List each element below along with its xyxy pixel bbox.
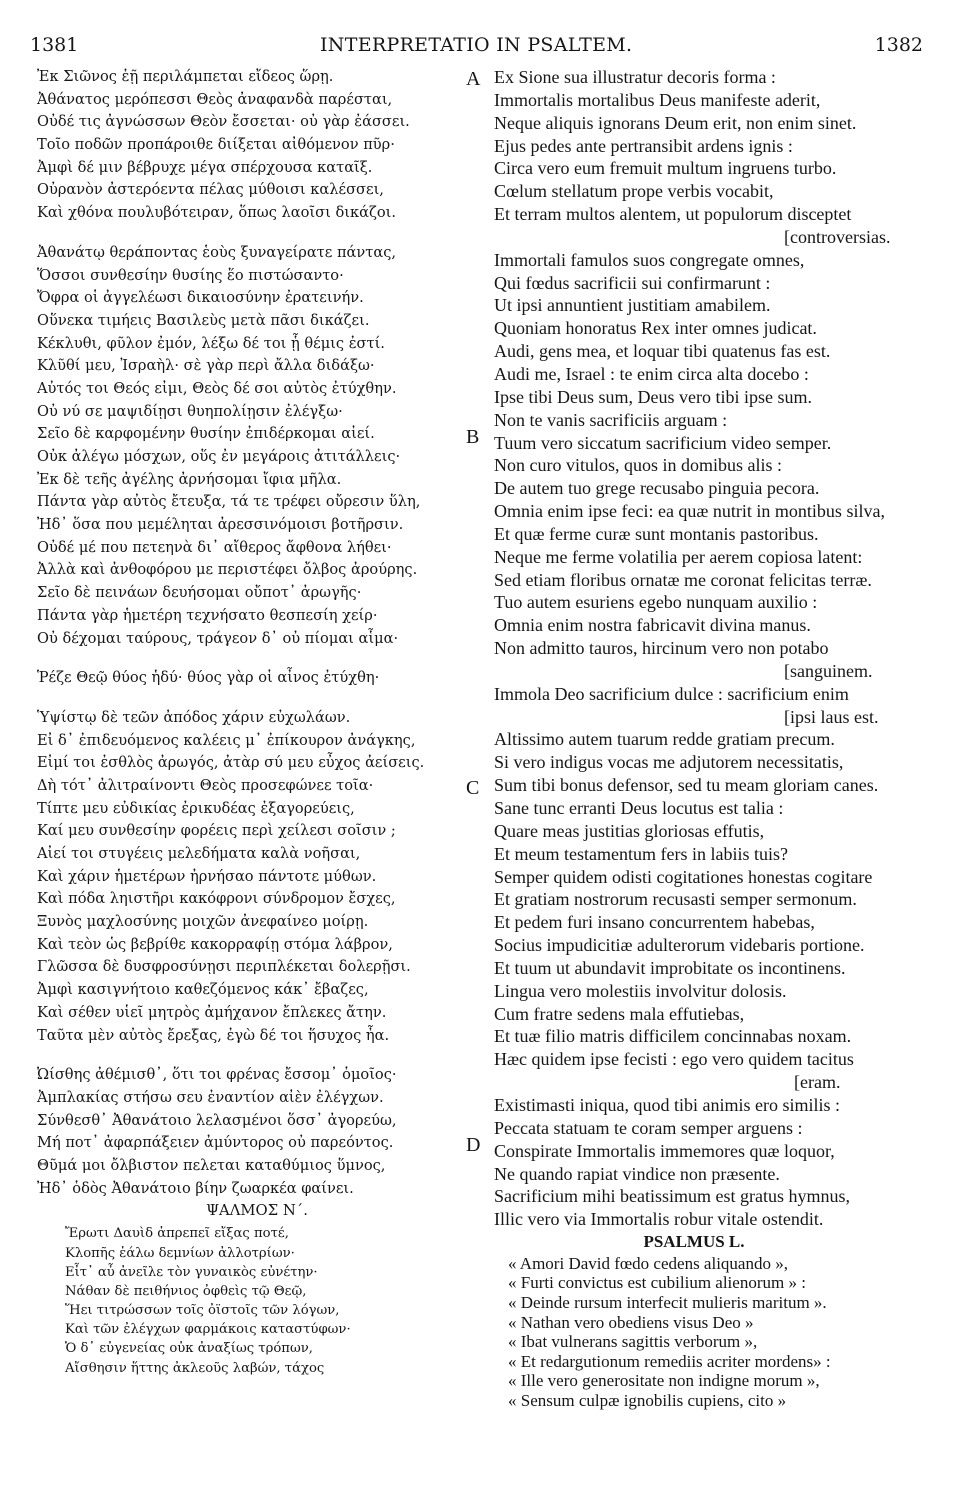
greek-verse-line: Θῦμά μοι ὄλβιστον πελεται καταθύμιος ὕμνος, (37, 1156, 386, 1174)
latin-verse-line: Qui fœdus sacrificii sui confirmarunt : (494, 272, 771, 293)
greek-psalm-line: Κλοπῆς ἑάλω δεμνίων ἀλλοτρίων· (65, 1245, 295, 1261)
greek-verse-line: Καί μευ συνθεσίην φορέεις περὶ χείλεσι σοῖσιν ; (37, 822, 396, 840)
latin-verse-line: Et quæ ferme curæ sunt montanis pastoribus. (494, 523, 819, 544)
greek-verse-line: Ἀμφὶ κασιγνήτοιο καθεζόμενος κάκ᾽ ἔβαζες, (37, 981, 369, 999)
latin-verse-line: Audi me, Israel : te enim circa alta docebo : (494, 363, 809, 384)
latin-verse-line: Hæc quidem ipse fecisti : ego vero quidem tacitus (494, 1049, 854, 1070)
greek-verse-line: Τίπτε μευ εὐδικίας ἐρικυδέας ἐξαγορεύεις, (37, 799, 355, 817)
latin-verse-line: Sane tunc erranti Deus locutus est talia : (494, 798, 784, 818)
latin-psalm-line: « Deinde rursum interfecit mulieris maritum ». (508, 1293, 827, 1313)
page-header (0, 0, 957, 60)
latin-psalm-line: « Furti convictus est cubilium alienorum » : (508, 1273, 806, 1293)
latin-verse-continuation: [sanguinem. (784, 660, 873, 681)
greek-verse-line: Οὕνεκα τιμήεις Βασιλεὺς μετὰ πᾶσι δικάζει. (37, 311, 370, 329)
latin-verse-line: Et tuæ filio matris difficilem concinnabas noxam. (494, 1026, 852, 1047)
latin-verse-line: Immola Deo sacrificium dulce : sacrificium enim (494, 683, 849, 704)
greek-verse-line: Αὐτός τοι Θεός εἰμι, Θεὸς δέ σοι αὐτὸς ἐτύχθην. (37, 379, 397, 397)
greek-verse-line: Σεῖο δὲ καρφομένην θυσίην ἐπιδέρκομαι αἰεί. (37, 425, 375, 443)
greek-verse-line: Καὶ χθόνα πουλυβότειραν, ὅπως λαοῖσι δικάζοι. (37, 204, 397, 222)
greek-verse-line: Οὐ δέχομαι ταύρους, τράγεον δ᾽ οὐ πίομαι αἷμα· (37, 629, 399, 647)
greek-verse-line: Εἰ δ᾽ ἐπιδευόμενος καλέεις μ᾽ ἐπίκουρον ἀνάγκης, (37, 731, 416, 749)
latin-verse-line: Circa vero eum fremuit multum ingruens turbo. (494, 158, 837, 179)
margin-marker-d: D (466, 1134, 481, 1156)
greek-verse-line: Καὶ σέθεν υἱεῖ μητρὸς ἀμήχανον ἔπλεκες ἄτην. (37, 1003, 387, 1021)
greek-verse-line: Ἠδ᾽ ὅσα που μεμέληται ἀρεσσινόμοισι βοτῆρσιν. (37, 516, 404, 534)
greek-verse-line: Οὐδέ μέ που πετεηνὰ δι᾽ αἴθερος ἄφθονα λήθει· (37, 538, 392, 556)
greek-verse-line: Εἰμί τοι ἐσθλὸς ἀρωγός, ἀτὰρ σύ μευ εὖχος ἀείσεις. (37, 754, 425, 772)
latin-verse-line: Cum fratre sedens mala effutiebas, (494, 1003, 745, 1024)
greek-verse-line: Αἰεί τοι στυγέεις μελεδήματα καλὰ νοῆσαι, (37, 845, 361, 862)
latin-verse-line: Neque me ferme volatilia per aerem copiosa latent: (494, 546, 863, 567)
greek-verse-line: Κλῦθί μευ, Ἰσραὴλ· σὲ γὰρ περὶ ἄλλα διδάξω· (37, 357, 375, 375)
latin-verse-continuation: [controversias. (784, 226, 891, 247)
latin-verse-line: Quoniam honoratus Rex inter omnes judicat. (494, 318, 817, 339)
greek-verse-line: Καὶ πόδα ληιστῆρι κακόφρονι σύνδρομον ἔσχες, (37, 890, 396, 908)
greek-verse-line: Ὄφρα οἱ ἀγγελέωσι δικαιοσύνην ἐρατεινήν. (37, 289, 364, 307)
greek-verse-line: Ὑψίστῳ δὲ τεῶν ἀπόδος χάριν εὐχωλάων. (37, 708, 351, 726)
greek-verse-line: Σεῖο δὲ πεινάων δευήσομαι οὔποτ᾽ ἀρωγῆς· (37, 584, 362, 602)
latin-verse-line: Et pedem furi insano concurrentem habebas, (494, 912, 815, 933)
latin-verse-line: Quare meas justitias gloriosas effutis, (494, 820, 765, 841)
greek-verse-line: Οὐδέ τις ἀγνώσσων Θεὸν ἔσσεται· οὐ γὰρ ἐάσσει. (37, 113, 410, 131)
greek-verse-line: Ἐκ δὲ τεῆς ἀγέλης ἀρνήσομαι ἴφια μῆλα. (37, 470, 342, 488)
latin-column (494, 66, 934, 1411)
greek-verse-line: Ὠίσθης ἀθέμισθ᾽, ὅτι τοι φρένας ἔσσομ᾽ ὁμοῖος· (37, 1066, 397, 1084)
latin-verse-line: Existimasti iniqua, quod tibi animis ero similis : (494, 1094, 840, 1115)
latin-verse-line: Illic vero via Immortalis robur vitale ostendit. (494, 1209, 824, 1230)
greek-verse-line: Μή ποτ᾽ ἀφαρπάξειεν ἀμύντορος οὐ παρεόντος. (37, 1134, 394, 1152)
latin-verse-line: Et gratiam nostrorum recusasti semper sermonum. (494, 889, 857, 910)
greek-psalm-line: Ὁ δ᾽ εὐγενείας οὐκ ἀναξίως τρόπων, (65, 1341, 313, 1357)
greek-verse-line: Οὐρανὸν ἀστερόεντα πέλας μύθοισι καλέσσει, (37, 181, 384, 199)
greek-verse-line: Ἀλλὰ καὶ ἀνθοφόρου με περιστέφει ὄλβος ἀρούρης. (37, 561, 418, 579)
running-title: INTERPRETATIO IN PSALTEM. (320, 34, 633, 56)
greek-psalm-line: Εἶτ᾽ αὖ ἀνεῖλε τὸν γυναικὸς εὐνέτην· (65, 1264, 318, 1280)
latin-verse-line: Ut ipsi annuntient justitiam amabilem. (494, 295, 771, 316)
greek-verse-line: Τοῖο ποδῶν προπάροιθε διίξεται αἰθόμενον πῦρ· (37, 136, 395, 154)
latin-verse-line: Sum tibi bonus defensor, sed tu meam gloriam canes. (494, 775, 879, 796)
latin-verse-line: Neque aliquis ignorans Deum erit, non enim sinet. (494, 112, 857, 133)
margin-marker-b: B (466, 426, 480, 448)
greek-verse-line: Ὅσσοι συνθεσίην θυσίης ἕο πιστώσαντο· (37, 266, 344, 284)
margin-marker-a: A (466, 68, 481, 90)
latin-verse-line: Audi, gens mea, et loquar tibi quatenus fas est. (494, 341, 831, 362)
greek-column (37, 66, 457, 1378)
latin-verse-line: Ex Sione sua illustratur decoris forma : (494, 67, 776, 87)
greek-stanza (37, 667, 457, 690)
latin-verse-line: Lingua vero molestiis involvitur dolosis. (494, 980, 787, 1001)
greek-psalm-line: Ἔρωτι Δαυὶδ ἀπρεπεῖ εἴξας ποτέ, (65, 1226, 289, 1242)
latin-verse-line: Conspirate Immortalis immemores quæ loquor, (494, 1140, 835, 1161)
latin-verse-line: Immortali famulos suos congregate omnes, (494, 249, 805, 270)
latin-verse-continuation: [ipsi laus est. (784, 706, 879, 727)
right-page-number: 1382 (874, 34, 923, 56)
greek-verse-line: Οὐκ ἀλέγω μόσχων, οὕς ἐν μεγάροις ἀτιτάλλεις· (37, 448, 401, 465)
greek-verse-line: Καὶ τεὸν ὡς βεβρίθε κακορραφίῃ στόμα λάβρον, (37, 935, 393, 953)
latin-psalm-line: « Ille vero generositate non indigne morum », (508, 1371, 820, 1391)
latin-verse-line: Sacrificium mihi beatissimum est gratus hymnus, (494, 1186, 850, 1207)
greek-verse-line: Ἀθανάτῳ θεράποντας ἑοὺς ξυναγείρατε πάντας, (37, 243, 397, 261)
greek-stanza (37, 66, 457, 225)
greek-verse-line: Ἀμφὶ δέ μιν βέβρυχε μέγα σπέρχουσα καταῖξ. (37, 158, 373, 176)
latin-psalm-line: « Et redargutionum remediis acriter mordens» : (508, 1351, 831, 1371)
greek-verse-line: Ἀμπλακίας στήσω σευ ἐναντίον αἰὲν ἐλέγχων. (37, 1088, 384, 1106)
greek-verse-line: Σύνθεσθ᾽ Ἀθανάτοιο λελασμένοι ὅσσ᾽ ἀγορεύω, (37, 1111, 397, 1129)
greek-verse-line: Δὴ τότ᾽ ἀλιτραίνοντι Θεὸς προσεφώνεε τοῖα· (37, 776, 374, 794)
latin-verse-line: Ipse tibi Deus sum, Deus vero tibi ipse sum. (494, 386, 812, 407)
greek-verse-line: Καὶ χάριν ἡμετέρων ἠρνήσαο πάντοτε μύθων. (37, 867, 377, 885)
latin-verse-line: Et tuum ut abundavit improbitate os incontinens. (494, 957, 846, 978)
greek-verse-line: Ἐκ Σιῶνος ἑῇ περιλάμπεται εἴδεος ὥρῃ. (37, 68, 334, 85)
greek-psalm-line: Νάθαν δὲ πειθήνιος ὀφθεὶς τῷ Θεῷ, (65, 1283, 307, 1299)
latin-psalm-line: « Amori David fœdo cedens aliquando », (508, 1253, 788, 1273)
greek-verse-line: Ἀθάνατος μερόπεσσι Θεὸς ἀναφανδὰ παρέσται, (37, 90, 393, 108)
greek-verse-line: Ταῦτα μὲν αὐτὸς ἔρεξας, ἐγὼ δέ τοι ἥσυχος ἦα. (37, 1026, 390, 1044)
latin-verse-line: Sed etiam floribus ornatæ me coronat felicitas terræ. (494, 569, 872, 590)
greek-psalm-title: ΨΑΛΜΟΣ Ν΄. (206, 1202, 308, 1220)
latin-verse-line: Ne quando rapiat vindice non præsente. (494, 1163, 780, 1184)
greek-psalm-line: Ἥει τιτρώσσων τοῖς ὀϊστοῖς τῶν λόγων, (65, 1303, 340, 1319)
latin-verse-line: Et terram multos alentem, ut populorum disceptet (494, 204, 852, 225)
greek-verse-line: Ξυνὸς μαχλοσύνης μοιχῶν ἀνεφαίνεο μοίρῃ. (37, 913, 369, 931)
greek-psalm-line: Καὶ τῶν ἐλέγχων φαρμάκοις καταστύφων· (65, 1322, 351, 1338)
greek-verse-line: Γλῶσσα δὲ δυσφροσύνῃσι περιπλέκεται δολερῇσι. (37, 958, 411, 976)
greek-verse-line: Ῥέζε Θεῷ θύος ἡδύ· θύος γὰρ οἱ αἶνος ἐτύχθη· (37, 669, 380, 687)
latin-verse-line: Cœlum stellatum prope verbis vocabit, (494, 181, 774, 202)
latin-psalm-title: PSALMUS L. (643, 1232, 745, 1252)
greek-verse-line: Ἠδ᾽ ὁδὸς Ἀθανάτοιο βίην ζωαρκέα φαίνει. (37, 1179, 354, 1197)
latin-verse-line: Semper quidem odisti cogitationes honestas cogitare (494, 866, 873, 887)
margin-marker-c: C (466, 777, 480, 799)
latin-psalm-line: « Sensum culpæ ignobilis cupiens, cito » (508, 1391, 787, 1411)
latin-verse-line: Socius impudicitiæ adulterorum videbaris portione. (494, 935, 865, 956)
greek-stanza (37, 1064, 457, 1200)
latin-verse-line: Peccata statuam te coram semper arguens : (494, 1117, 803, 1138)
latin-verse-line: Non curo vitulos, quos in domibus alis : (494, 455, 782, 476)
latin-verse-line: Non te vanis sacrificiis arguam : (494, 409, 728, 430)
greek-verse-line: Οὐ νύ σε μαψιδίῃσι θυηπολίῃσιν ἐλέγξω· (37, 402, 343, 420)
latin-verse-line: Et meum testamentum fers in labiis tuis? (494, 843, 788, 864)
latin-verse-line: De autem tuo grege recusabo pinguia pecora. (494, 478, 820, 499)
left-page-number: 1381 (30, 34, 79, 56)
latin-psalm-line: « Ibat vulnerans sagittis verborum », (508, 1332, 758, 1352)
greek-verse-line: Κέκλυθι, φῦλον ἐμόν, λέξω δέ τοι ᾗ θέμις ἐστί. (37, 334, 385, 352)
greek-stanza (37, 707, 457, 1047)
greek-verse-line: Πάντα γὰρ ἡμετέρη τεχνήσατο θεσπεσίη χείρ· (37, 606, 378, 624)
greek-stanza (37, 242, 457, 650)
latin-verse-line: Si vero indigus vocas me adjutorem necessitatis, (494, 752, 844, 773)
greek-psalm-line: Αἴσθησιν ἥττης ἀκλεοῦς λαβών, τάχος (65, 1360, 325, 1376)
latin-verse-line: Altissimo autem tuarum redde gratiam precum. (494, 729, 835, 750)
greek-verse-line: Πάντα γὰρ αὐτὸς ἔτευξα, τά τε τρέφει οὔρεσιν ὕλη, (37, 493, 421, 511)
latin-verse-line: Omnia enim ipse feci: ea quæ nutrit in montibus silva, (494, 501, 885, 522)
latin-verse-line: Tuum vero siccatum sacrificium video semper. (494, 432, 832, 453)
latin-verse-continuation: [eram. (794, 1072, 841, 1093)
latin-psalm-line: « Nathan vero obediens visus Deo » (508, 1312, 754, 1332)
latin-verse-line: Tuo autem esuriens egebo nunquam auxilio : (494, 592, 818, 613)
latin-verse-line: Omnia enim nostra fabricavit divina manus. (494, 615, 811, 636)
latin-verse-line: Immortalis mortalibus Deus manifeste aderit, (494, 89, 821, 110)
latin-verse-line: Ejus pedes ante pertransibit ardens ignis : (494, 135, 793, 156)
latin-verse-line: Non admitto tauros, hircinum vero non potabo (494, 638, 829, 659)
